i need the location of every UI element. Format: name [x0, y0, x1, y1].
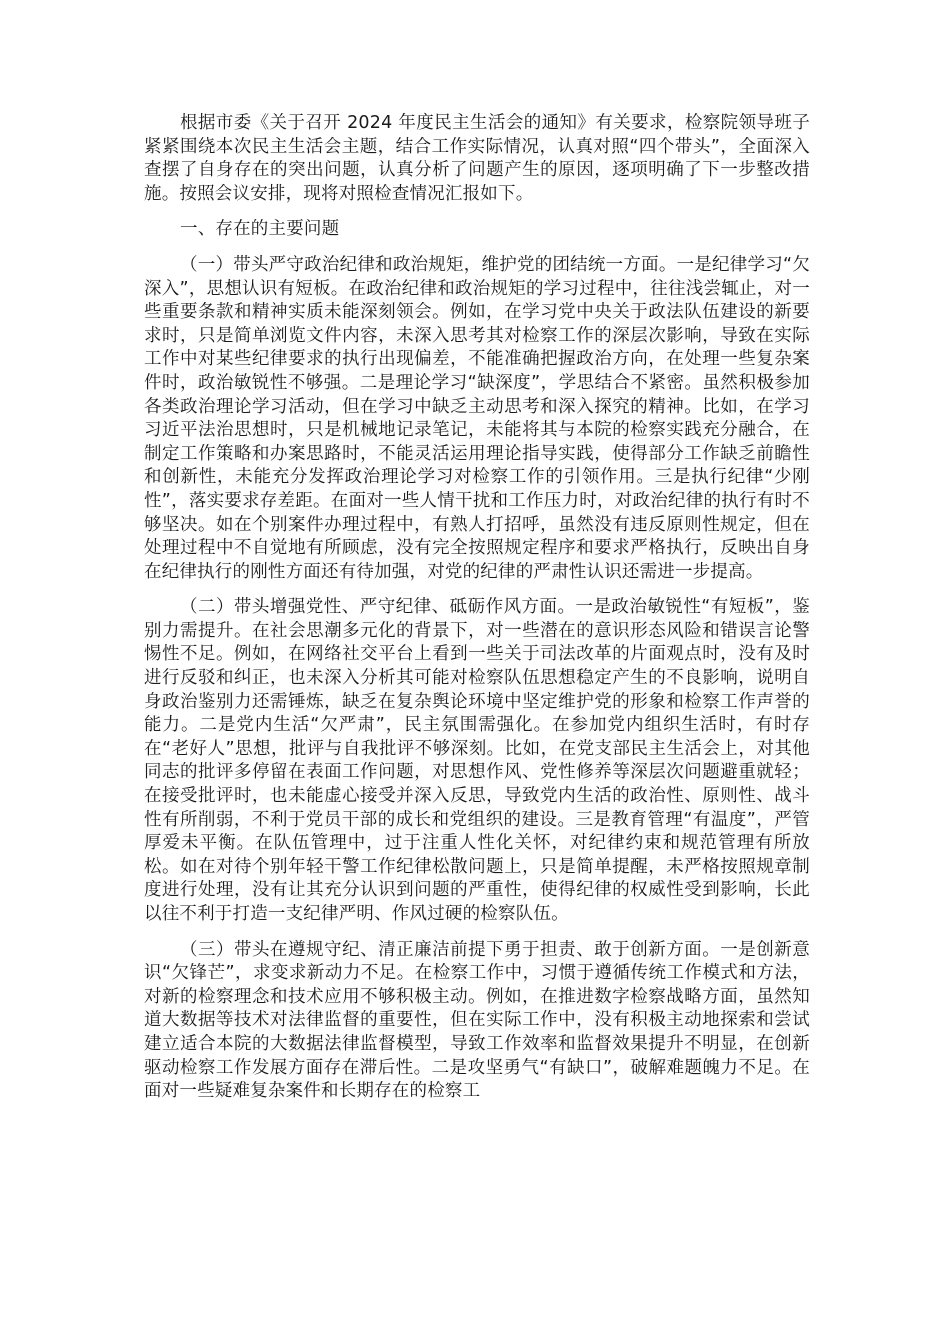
paragraph-section-1: （一）带头严守政治纪律和政治规矩，维护党的团结统一方面。一是纪律学习“欠深入”，思想认识有短板。在政治纪律和政治规矩的学习过程中，往往浅尝辄止，对一些重要条款和精神实质未能深刻领会。例如，在学习党中央关于政法队伍建设的新要求时，只是简单浏览文件内容，未深入思考其对检察工作的深层次影响，导致在实际工作中对某些纪律要求的执行出现偏差，不能准确把握政治方向，在处理一些复杂案件时，政治敏锐性不够强。二是理论学习“缺深度”，学思结合不紧密。虽然积极参加各类政治理论学习活动，但在学习中缺乏主动思考和深入探究的精神。比如，在学习习近平法治思想时，只是机械地记录笔记，未能将其与本院的检察实践充分融合，在制定工作策略和办案思路时，不能灵活运用理论指导实践，使得部分工作缺乏前瞻性和创新性，未能充分发挥政治理论学习对检察工作的引领作用。三是执行纪律“少刚性”，落实要求存差距。在面对一些人情干扰和工作压力时，对政治纪律的执行有时不够坚决。如在个别案件办理过程中，有熟人打招呼，虽然没有违反原则性规定，但在处理过程中不自觉地有所顾虑，没有完全按照规定程序和要求严格执行，反映出自身在纪律执行的刚性方面还有待加强，对党的纪律的严肃性认识还需进一步提高。	[144, 254, 810, 582]
document-page	[144, 112, 810, 1104]
paragraph-section-2: （二）带头增强党性、严守纪律、砥砺作风方面。一是政治敏锐性“有短板”，鉴别力需提升。在社会思潮多元化的背景下，对一些潜在的意识形态风险和错误言论警惕性不足。例如，在网络社交平台上看到一些关于司法改革的片面观点时，没有及时进行反驳和纠正，也未深入分析其可能对检察队伍思想稳定产生的不良影响，说明自身政治鉴别力还需锤炼，缺乏在复杂舆论环境中坚定维护党的形象和检察工作声誉的能力。二是党内生活“欠严肃”，民主氛围需强化。在参加党内组织生活时，有时存在“老好人”思想，批评与自我批评不够深刻。比如，在党支部民主生活会上，对其他同志的批评多停留在表面工作问题，对思想作风、党性修养等深层次问题避重就轻；在接受批评时，也未能虚心接受并深入反思，导致党内生活的政治性、原则性、战斗性有所削弱，不利于党员干部的成长和党组织的建设。三是教育管理“有温度”，严管厚爱未平衡。在队伍管理中，过于注重人性化关怀，对纪律约束和规范管理有所放松。如在对待个别年轻干警工作纪律松散问题上，只是简单提醒，未严格按照规章制度进行处理，没有让其充分认识到问题的严重性，使得纪律的权威性受到影响，长此以往不利于打造一支纪律严明、作风过硬的检察队伍。	[144, 597, 810, 924]
paragraph-section-3: （三）带头在遵规守纪、清正廉洁前提下勇于担责、敢于创新方面。一是创新意识“欠锋芒”，求变求新动力不足。在检察工作中，习惯于遵循传统工作模式和方法，对新的检察理念和技术应用不够积极主动。例如，在推进数字检察战略方面，虽然知道大数据等技术对法律监督的重要性，但在实际工作中，没有积极主动地探索和尝试建立适合本院的大数据法律监督模型，导致工作效率和监督效果提升不明显，在创新驱动检察工作发展方面存在滞后性。二是攻坚勇气“有缺口”，破解难题魄力不足。在面对一些疑难复杂案件和长期存在的检察工	[144, 939, 810, 1102]
intro-paragraph: 根据市委《关于召开 2024 年度民主生活会的通知》有关要求，检察院领导班子紧紧围绕本次民主生活会主题，结合工作实际情况，认真对照“四个带头”，全面深入查摆了自身存在的突出问题，认真分析了问题产生的原因，逐项明确了下一步整改措施。按照会议安排，现将对照检查情况汇报如下。	[144, 113, 810, 204]
section-heading: 一、存在的主要问题	[180, 219, 340, 240]
